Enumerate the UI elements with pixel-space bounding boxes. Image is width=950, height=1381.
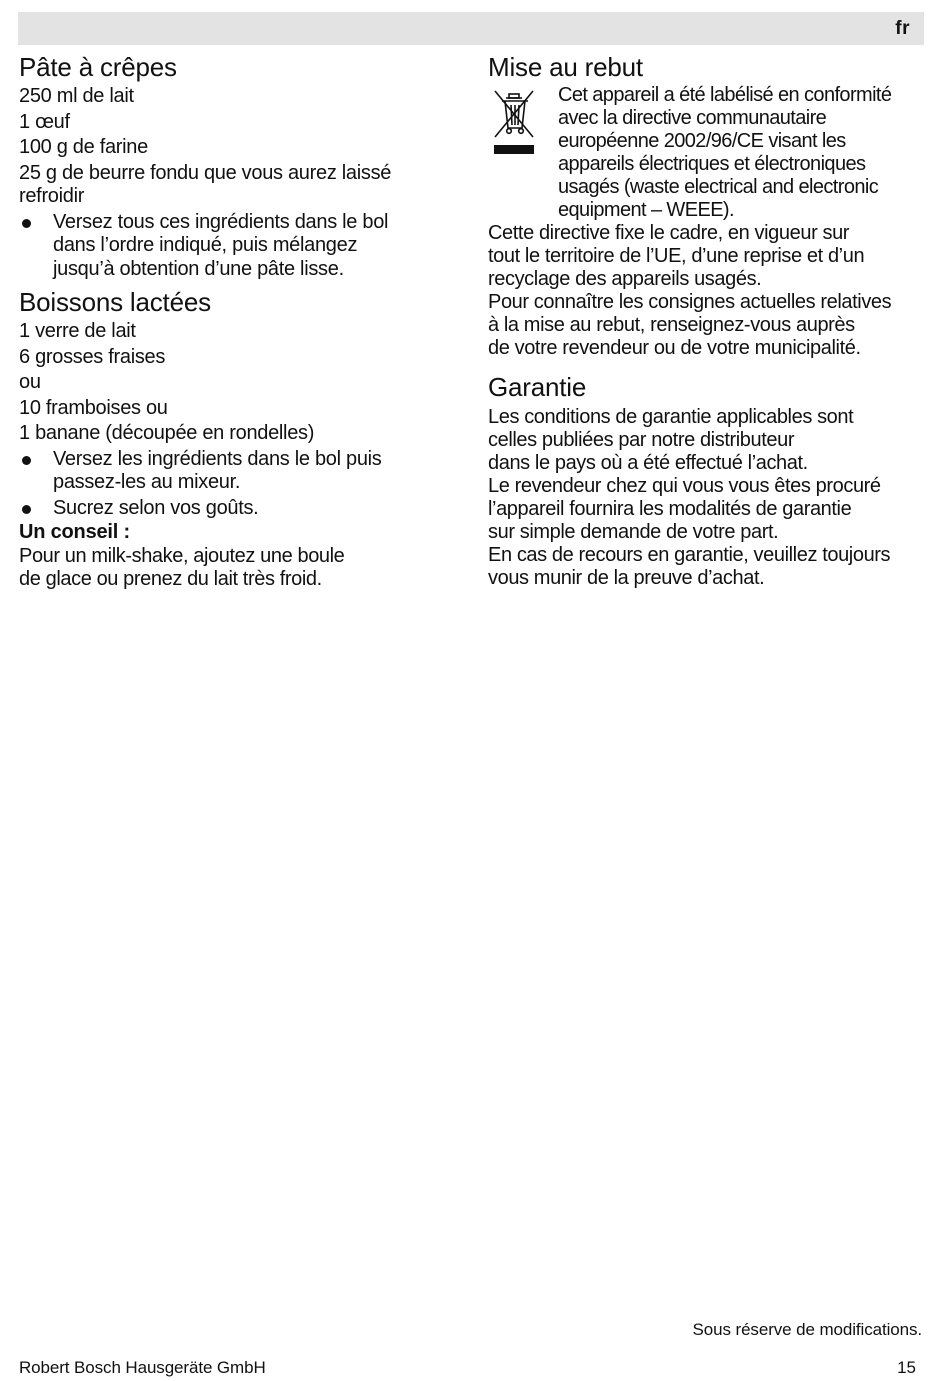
step-line: dans l’ordre indiqué, puis mélangez [53, 234, 358, 256]
ingredient-line: 25 g de beurre fondu que vous aurez laissé [19, 161, 392, 184]
step-item [19, 211, 459, 282]
weee-crossed-bin-icon [492, 88, 536, 158]
page-number: 15 [897, 1358, 916, 1377]
warranty-section [488, 370, 928, 590]
step-item [19, 448, 459, 495]
footer-company: Robert Bosch Hausgeräte GmbH [19, 1358, 266, 1377]
ingredient-line: 1 verre de lait [19, 320, 136, 342]
disposal-title: Mise au rebut [488, 52, 643, 82]
body-line: sur simple demande de votre part. [488, 521, 779, 543]
crepes-ingredients [19, 84, 459, 208]
step-line: Versez les ingrédients dans le bol puis [53, 447, 382, 470]
milk-steps [19, 448, 459, 521]
body-line: de votre revendeur ou de votre municipalité. [488, 337, 861, 359]
footer-note: Sous réserve de modifications. [692, 1320, 922, 1339]
disposal-body [488, 222, 928, 360]
tip-text [19, 545, 459, 591]
weee-line: appareils électriques et électroniques [558, 153, 866, 175]
milk-ingredients [19, 319, 459, 447]
tip-line: de glace ou prenez du lait très froid. [19, 568, 322, 590]
body-line: vous munir de la preuve d’achat. [488, 567, 765, 589]
weee-line: européenne 2002/96/CE visant les [558, 130, 846, 152]
warranty-body [488, 406, 928, 590]
left-column [19, 50, 459, 591]
ingredient-line: refroidir [19, 184, 85, 207]
bullet-icon [22, 219, 31, 228]
bullet-icon [22, 505, 31, 514]
body-line: Pour connaître les consignes actuelles relatives [488, 291, 892, 313]
weee-line: Cet appareil a été labélisé en conformité [558, 84, 892, 106]
body-line: à la mise au rebut, renseignez-vous auprès [488, 314, 855, 336]
language-label: fr [895, 18, 910, 39]
body-line: celles publiées par notre distributeur [488, 429, 795, 451]
ingredient-line: 250 ml de lait [19, 85, 134, 107]
step-line: Sucrez selon vos goûts. [53, 496, 259, 519]
ingredient-line: ou [19, 371, 41, 393]
tip-heading: Un conseil : [19, 521, 130, 543]
body-line: l’appareil fournira les modalités de garantie [488, 498, 852, 520]
body-line: Les conditions de garantie applicables sont [488, 406, 854, 428]
crepes-section [19, 50, 459, 281]
milk-section [19, 285, 459, 591]
body-line: En cas de recours en garantie, veuillez toujours [488, 544, 891, 566]
disposal-section [488, 50, 928, 360]
bullet-icon [22, 456, 31, 465]
step-item [19, 497, 459, 521]
weee-text [558, 84, 928, 222]
body-line: recyclage des appareils usagés. [488, 268, 762, 290]
ingredient-line: 100 g de farine [19, 136, 148, 158]
body-line: dans le pays où a été effectué l’achat. [488, 452, 808, 474]
weee-line: avec la directive communautaire [558, 107, 827, 129]
body-line: Cette directive fixe le cadre, en vigueur sur [488, 222, 850, 244]
crepes-steps [19, 211, 459, 282]
weee-block [488, 84, 928, 224]
warranty-title: Garantie [488, 372, 587, 402]
body-line: Le revendeur chez qui vous vous êtes procuré [488, 475, 881, 497]
ingredient-line: 1 banane (découpée en rondelles) [19, 422, 315, 444]
step-line: passez-les au mixeur. [53, 471, 241, 493]
crepes-title: Pâte à crêpes [19, 52, 177, 82]
tip-line: Pour un milk-shake, ajoutez une boule [19, 545, 345, 567]
weee-line: usagés (waste electrical and electronic [558, 176, 879, 198]
weee-line: equipment – WEEE). [558, 199, 734, 221]
header-bar [18, 12, 924, 45]
ingredient-line: 6 grosses fraises [19, 345, 166, 368]
step-line: Versez tous ces ingrédients dans le bol [53, 210, 389, 233]
ingredient-line: 1 œuf [19, 110, 70, 133]
body-line: tout le territoire de l’UE, d’une reprise et d’un [488, 245, 865, 267]
milk-title: Boissons lactées [19, 287, 211, 317]
ingredient-line: 10 framboises ou [19, 396, 168, 419]
right-column [488, 50, 928, 590]
step-line: jusqu’à obtention d’une pâte lisse. [53, 257, 344, 280]
